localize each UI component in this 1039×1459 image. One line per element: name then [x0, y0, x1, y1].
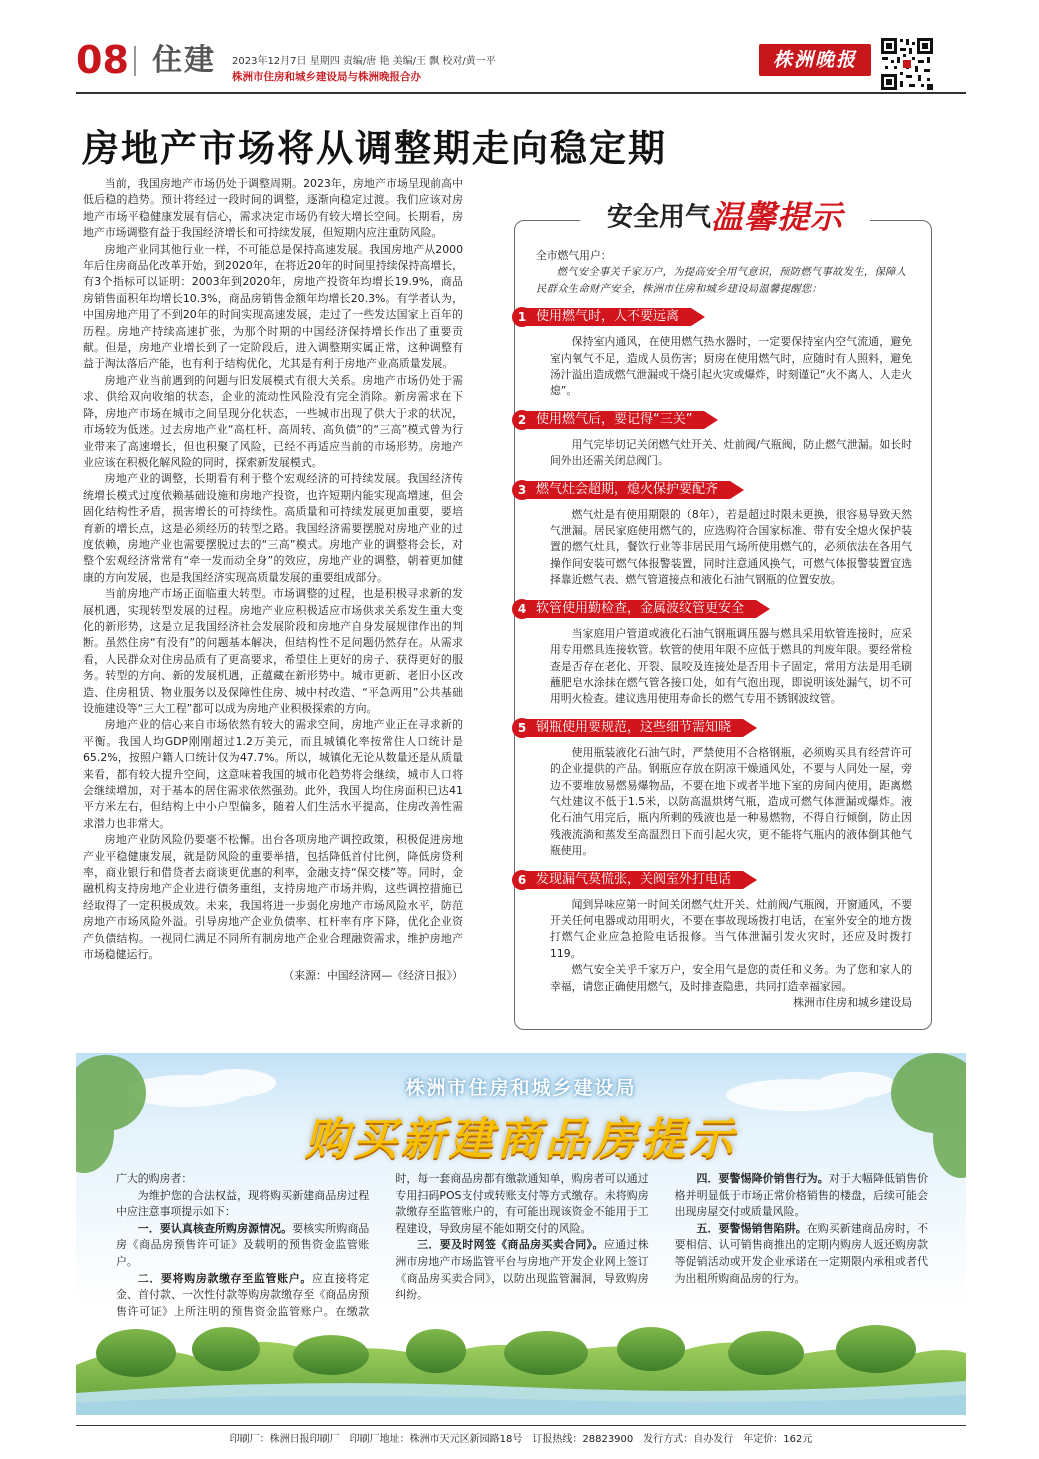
main-headline: 房地产市场将从调整期走向稳定期 — [82, 127, 667, 170]
notice-issuer: 株洲市住房和城乡建设局 — [405, 1077, 637, 1099]
newspaper-logo: 株洲晚报 — [759, 44, 871, 76]
tip-label: 燃气灶会超期，熄火保护要配齐 — [524, 481, 730, 499]
tip-label: 使用燃气后，要记得“三关” — [524, 411, 704, 429]
notice-item-body: 要核实所购商品房《商品房预售许可证》及载明的预售资金监管账户。 — [116, 1221, 370, 1268]
purchase-notice-banner — [76, 1053, 966, 1415]
footer-rule — [76, 1425, 966, 1426]
issue-meta: 2023年12月7日 星期四 责编/唐 艳 美编/王 飘 校对/黄一平 — [232, 56, 496, 67]
tip-label: 发现漏气莫慌张，关阀室外打电话 — [524, 871, 743, 889]
article-paragraph: 房地产业防风险仍要毫不松懈。出台各项房地产调控政策，积极促进房地产业平稳健康发展，就是防风险的重要举措，包括降低首付比例，降低房贷利率，商业银行和借贷者去商谈更优惠的利率，金融支持“保交楼”等。同时，金融机构支持房地产企业进行债务重组，支持房地产市场并购，这些调控措施已经取得了一定积极成效。未来，我国将进一步弱化房地产市场风险水平，防范房地产市场风险外溢。引导房地产企业负债率、杠杆率有序下降，优化企业资产负债结构。一视同仁满足不同所有制房地产企业合理融资需求，维护房地产市场稳健运行。 — [83, 833, 463, 962]
article-paragraph: 房地产业同其他行业一样，不可能总是保持高速发展。我国房地产从2000年后住房商品化改革开始，到2020年，在将近20年的时间里持续保持高增长，有3个指标可以证明：2003年到2020年，房地产投资年均增长19.9%，商品房销售面积年均增长10.3%，商品房销售金额年均增长20.3%。有学者认为，中国房地产用了不到20年的时间实现高速发展，走过了一些发达国家上百年的历程。房地产持续高速扩张，为那个时期的中国经济保持增长作出了重要贡献。但是，房地产业增长到了一定阶段后，进入调整期实属正常，这种调整有益于淘汰落后产能，也有利于结构优化，尤其是有利于房地产业高质量发展。 — [83, 242, 463, 371]
notice-item — [395, 1237, 648, 1303]
main-article — [83, 176, 463, 984]
tip-header — [517, 598, 926, 620]
gas-safety-title — [580, 192, 870, 246]
tip-body: 当家庭用户管道或液化石油气钢瓶调压器与燃具采用软管连接时，应采用专用燃具连接软管。软管的使用年限不应低于燃具的判废年限。要经常检查是否存在老化、开裂、鼠咬及连接处是否用卡子固定，常用方法是用毛刷蘸肥皂水涂抹在燃气管各接口处，如有气泡出现，即说明该处漏气，切不可用明火检查。建议选用使用寿命长的燃气专用不锈钢波纹管。 — [550, 626, 912, 706]
tip-number-badge: 4 — [512, 599, 532, 619]
tip-body: 保持室内通风，在使用燃气热水器时，一定要保持室内空气流通，避免室内氧气不足，造成人员伤害；厨房在使用燃气时，应随时有人照料，避免汤汁溢出造成燃气泄漏或干烧引起火灾或爆炸，时刻谨记“火不离人、人走火熄”。 — [550, 335, 912, 398]
notice-item-head: 五．要警惕销售陷阱。 — [696, 1221, 807, 1235]
tip-label: 钢瓶使用要规范，这些细节需知晓 — [524, 719, 743, 737]
notice-item-body: 在购买新建商品房时，不要相信、认可销售商推出的定期内购房人返还购房款等促销活动或开发企业承诺在一定期限内承租或者代为出租所购商品房的行为。 — [674, 1221, 928, 1285]
gas-intro: 燃气安全事关千家万户，为提高安全用气意识，预防燃气事故发生，保障人民群众生命财产安全，株洲市住房和城乡建设局温馨提醒您： — [536, 266, 907, 295]
notice-greeting: 广大的购房者： — [116, 1172, 193, 1185]
notice-item-body: 应通过株洲市房地产市场监管平台与房地产开发企业网上签订《商品房买卖合同》，以防出现监管漏洞，导致购房纠纷。 — [395, 1238, 649, 1302]
gas-tip — [517, 869, 926, 963]
tip-body: 用气完毕切记关闭燃气灶开关、灶前阀/气瓶阀，防止燃气泄漏。如长时间外出还需关闭总阀门。 — [550, 437, 912, 468]
tip-header — [517, 306, 926, 328]
notice-item-head: 四．要警惕降价销售行为。 — [696, 1172, 829, 1185]
notice-item-head: 二．要将购房款缴存至监管账户。 — [137, 1271, 312, 1285]
gas-title-main: 安全用气 — [606, 202, 711, 233]
gas-signature: 株洲市住房和城乡建设局 — [793, 996, 912, 1009]
article-paragraph: 当前，我国房地产市场仍处于调整周期。2023年，房地产市场呈现前高中低后稳的趋势。预计将经过一段时间的调整，逐渐向稳定过渡。我们应该对房地产市场平稳健康发展有信心，需求决定市场仍有较大增长空间。长期看，房地产市场调整有益于我国经济增长和可持续发展，但短期内应注重防风险。 — [83, 177, 463, 240]
page-number: 08 — [76, 38, 129, 82]
tip-number-badge: 6 — [512, 870, 532, 890]
gas-tip — [517, 598, 926, 708]
tip-header — [517, 717, 926, 739]
masthead — [76, 36, 966, 90]
article-paragraph: 当前房地产市场正面临重大转型。市场调整的过程，也是积极寻求新的发展机遇，实现转型发展的过程。房地产业应积极适应市场供求关系发生重大变化的新形势，这是立足我国经济社会发展阶段和房地产自身发展规律作出的判断。虽然住房“有没有”的问题基本解决，但结构性不足问题仍然存在。从需求看，人民群众对住房品质有了更高要求，希望住上更好的房子、获得更好的服务。转型的方向、新的发展机遇，正蕴藏在新形势中。城市更新、老旧小区改造、住房租赁、物业服务以及保障性住房、城中村改造、“平急两用”公共基础设施建设等“三大工程”都可以成为房地产业积极探索的方向。 — [83, 587, 463, 715]
tip-header — [517, 869, 926, 891]
article-paragraph: 房地产业的信心来自市场依然有较大的需求空间，房地产业正在寻求新的平衡。我国人均GDP刚刚超过1.2万美元，而且城镇化率按常住人口统计是65.2%，按照户籍人口统计仅为47.7%。所以，城镇化无论从数量还是从质量来看，都有较大提升空间，这意味着我国的城市化趋势将会继续，城市人口将会继续增加，对于基本的居住需求依然强劲。此外，我国人均住房面积已达41平方米左右，但结构上中小户型偏多，随着人们生活水平提高，住房改善性需求潜力也非常大。 — [83, 718, 463, 830]
notice-item — [675, 1221, 928, 1287]
tip-header — [517, 409, 926, 431]
tip-number-badge: 2 — [512, 410, 532, 430]
masthead-divider — [134, 46, 136, 76]
notice-item-head: 三．要及时网签《商品房买卖合同》。 — [417, 1238, 604, 1252]
masthead-rule — [76, 92, 966, 94]
notice-title: 购买新建商品房提示 — [305, 1114, 737, 1165]
gas-safety-content — [517, 248, 926, 1011]
tip-number-badge: 5 — [512, 718, 532, 738]
gas-closing: 燃气安全关乎千家万户，安全用气是您的责任和义务。为了您和家人的幸福，请您正确使用燃气，及时排查隐患，共同打造幸福家园。 — [550, 963, 912, 993]
tip-number-badge: 3 — [512, 480, 532, 500]
article-paragraph: 房地产业的调整，长期看有利于整个宏观经济的可持续发展。我国经济传统增长模式过度依赖基础设施和房地产投资，也许短期内能实现高增速，但会固化结构性矛盾，损害增长的可持续性。高质量和可持续发展更加重要，要培育新的增长点，这是必须经历的转型之路。我国经济需要摆脱对房地产业的过度依赖，房地产业也需要摆脱过去的“三高”模式。房地产业的调整将会长，对整个宏观经济常常有“牵一发而动全身”的效应，房地产业的调整，朝着更加健康的方向发展，也是我国经济实现高质量发展的重要组成部分。 — [83, 472, 463, 584]
gas-tip — [517, 717, 926, 860]
tip-body: 燃气灶是有使用期限的（8年），若是超过时限未更换，很容易导致天然气泄漏。居民家庭使用燃气的，应选购符合国家标准、带有安全熄火保护装置的燃气灶具，餐饮行业等非居民用气场所使用燃气的，必须依法在各用气操作间安装可燃气体报警装置，同时注意通风换气，可燃气体报警装置宜选择靠近燃气表、燃气管道接点和液化石油气钢瓶的位置安放。 — [550, 507, 912, 587]
article-paragraph: 房地产业当前遇到的问题与旧发展模式有很大关系。房地产市场仍处于需求、供给双向收缩的状态，企业的流动性风险没有完全消除。新房需求在下降，房地产市场在城市之间呈现分化状态，一些城市出现了供大于求的状况，市场较为低迷。过去房地产业“高杠杆、高周转、高负债”的“三高”模式曾为行业带来了高速增长，但也积聚了风险，已经不再适应当前的市场形势。房地产业应该在积极化解风险的同时，探索新发展模式。 — [83, 373, 463, 469]
section-name: 住建 — [152, 43, 216, 78]
gas-tip — [517, 409, 926, 470]
tip-label: 使用燃气时，人不要远离 — [524, 308, 691, 326]
article-source: （来源：中国经济网—《经济日报》） — [283, 968, 463, 982]
tip-body: 使用瓶装液化石油气时，严禁使用不合格钢瓶，必须购买具有经营许可的企业提供的产品。钢瓶应存放在阴凉干燥通风处，不要与人同处一屋，旁边不要堆放易燃易爆物品，不要在地下或者半地下室的房间内使用，距离燃气灶建议不低于1.5米，以防高温烘烤气瓶，造成可燃气体泄漏或爆炸。液化石油气用完后，瓶内所剩的残液也是一种易燃物，不得自行倾倒，防止因残液流淌和蒸发至高温烈日下而引起火灾，更不能将气瓶内的液体倒其他气瓶使用。 — [550, 745, 912, 858]
gas-title-highlight: 温馨提示 — [711, 198, 844, 236]
cooperation-line: 株洲市住房和城乡建设局与株洲晚报合办 — [232, 71, 421, 83]
tip-label: 软管使用勤检查，金属波纹管更安全 — [524, 600, 756, 618]
notice-item — [116, 1221, 369, 1271]
notice-intro: 为维护您的合法权益，现将购买新建商品房过程中应注意事项提示如下： — [116, 1188, 370, 1219]
notice-item-body: 对于大幅降低销售价格并明显低于市场正常价格销售的楼盘，后续可能会出现房屋交付或质量风险。 — [674, 1172, 928, 1219]
gas-tip — [517, 306, 926, 400]
notice-item — [675, 1171, 928, 1221]
tip-header — [517, 479, 926, 501]
gas-tip — [517, 479, 926, 589]
print-info-footer: 印刷厂：株洲日报印刷厂 印刷厂地址：株洲市天元区新园路18号 订报热线：28823900 发行方式：自办发行 年定价：162元 — [229, 1434, 813, 1445]
notice-text — [116, 1171, 928, 1361]
notice-item-body: 应直接将定金、首付款、一次性付款等购房款缴存至《商品房预售许可证》上所注明的预售资金监管账户。在缴款时，每一套商品房都有缴款通知单，购房者可以通过专用扫码POS支付或转账支付等方式缴存。未将购房款缴存至监管账户的，有可能出现该资金不能用于工程建设，导致房屋不能如期交付的风险。 — [116, 1172, 649, 1318]
qr-code-icon[interactable] — [879, 36, 935, 92]
tip-body: 闻到异味应第一时间关闭燃气灶开关、灶前阀/气瓶阀，开窗通风，不要开关任何电器或动用明火，不要在事故现场拨打电话，在室外安全的地方拨打燃气企业应急抢险电话报修。当气体泄漏引发火灾时，还应及时拨打119。 — [550, 897, 912, 960]
notice-item-head: 一．要认真核查所购房源情况。 — [137, 1221, 293, 1235]
gas-greeting: 全市燃气用户： — [536, 249, 612, 262]
tip-number-badge: 1 — [512, 307, 532, 327]
